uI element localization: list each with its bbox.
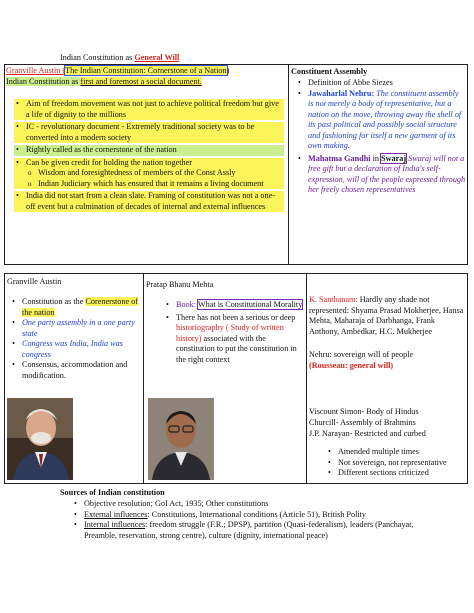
mid-table-right-border <box>467 273 468 483</box>
list-item: • Mahatma Gandhi in Swaraj Swaraj will not a free gift but a declaration of India's self-expression, will of the people expressed through her freely chosen representatives <box>296 154 466 196</box>
list-item: • India did not start from a clean slate. Framing of constitution was not a one-off event but a culmination of decades of internal and external influences <box>14 191 284 212</box>
man-with-glasses-illustration <box>148 398 214 480</box>
title-emphasis: General Will <box>134 53 180 62</box>
list-item: • Rightly called as the cornerstone of the nation <box>14 145 284 156</box>
list-item: • One party assembly in a one party state <box>10 318 140 339</box>
simon-line: Viscount Simon- Body of Hindus <box>309 407 419 416</box>
churchill-line: Churcill- Assembly of Brahmins <box>309 418 416 427</box>
top-bullet-list <box>14 99 284 212</box>
rousseau-will: (Rousseau: general will) <box>309 361 394 370</box>
mid-table-top-border <box>4 273 468 274</box>
list-item: • Can be given credit for holding the nation together <box>14 158 284 169</box>
list-item: • Aim of freedom movement was not just to achieve political freedom but give a life of dignity to the millions <box>14 99 284 120</box>
austin-bullet-list <box>10 297 140 381</box>
list-item: • Different sections criticized <box>326 468 466 479</box>
mehta-bullet-list <box>164 300 304 365</box>
nehru-will: Nehru: sovereign will of people <box>309 350 414 359</box>
list-item: • Internal influences: freedom struggle (F.R.; DPSP), partition (Quasi-federalism), leaders (Panchayat, Preamble, reservation, strong centre), culture (dignity, international peace) <box>72 520 432 541</box>
list-item: • Constitution as the Corenerstone of the nation <box>10 297 140 318</box>
austin-heading: Granville Austin <box>7 277 62 286</box>
man-with-glasses-photo <box>148 398 214 480</box>
ca-heading: Constituent Assembly <box>291 67 368 76</box>
list-item: • Objective resolution; GoI Act, 1935; Other constitutions <box>72 499 432 510</box>
page-title: Indian Constitution as General Will <box>60 53 180 62</box>
social-document-line: Indian Constitution as first and foremost a social document. <box>6 77 202 86</box>
list-item: • External influences: Constitutions, International conditions (Article 51), British Polity <box>72 510 432 521</box>
list-item: • Book: What is Constitutional Morality <box>164 300 304 311</box>
list-item: • Consensus, accommodation and modification. <box>10 360 140 381</box>
list-item: • IC - revolutionary document - Extremely traditional society was to be converted into a modern society <box>14 122 284 143</box>
table-bottom-border <box>4 264 468 265</box>
list-item: • Congress was India, India was congress <box>10 339 140 360</box>
table-left-border <box>4 64 5 264</box>
mehta-heading: Pratap Bhanu Mehta <box>146 280 214 289</box>
sources-heading: Sources of Indian constitution <box>60 488 165 497</box>
austin-book-line: Granville Austin (The Indian Constitution: Cornerstone of a Nation) <box>6 66 230 75</box>
list-item: • Amended multiple times <box>326 447 466 458</box>
mid-table-col1-border <box>143 273 144 483</box>
ca-bullet-list <box>296 78 466 196</box>
elderly-man-illustration <box>7 398 73 480</box>
list-item: • Definition of Abbe Siezes <box>296 78 466 89</box>
table-right-border <box>467 64 468 264</box>
table-mid-border <box>288 64 289 264</box>
sub-list-item: o Indian Judiciary which has ensured that it remains a living document <box>14 179 284 190</box>
sub-list-item: o Wisdom and foresightedness of members of the Const Assly <box>14 168 284 179</box>
list-item: • There has not been a serious or deep historiography ( Study of written history) associated with the constitution to put the constitution in the right context <box>164 313 304 366</box>
list-item: • Jawaharlal Nehru: The constituent assembly is not merely a body of representative, but a nation on the move, throwing away the shell of its past political and possibly social structure and fashioning for itself a new garment of its own making. <box>296 89 466 152</box>
narayan-line: J.P. Narayan- Restricted and curbed <box>309 429 426 438</box>
austin-book-title: The Indian Constitution: Cornerstone of a Nation <box>65 66 227 75</box>
santhanam-text: K. Santhanam: Hardly any shade not represented: Shyama Prasad Mokherjee, Hansa Mehta, Maharaja of Darbhanga, Frank Anthony, Ambedkar, H.C. Mukherjee <box>309 295 464 336</box>
elderly-man-photo <box>7 398 73 480</box>
table-top-border <box>4 64 468 65</box>
simon-bullet-list <box>326 447 466 479</box>
list-item: • Not sovereign, not representative <box>326 458 466 469</box>
mid-table-col2-border <box>306 273 307 483</box>
mid-table-left-border <box>4 273 5 483</box>
mid-table-bottom-border <box>4 483 468 484</box>
sources-bullet-list <box>72 499 432 541</box>
